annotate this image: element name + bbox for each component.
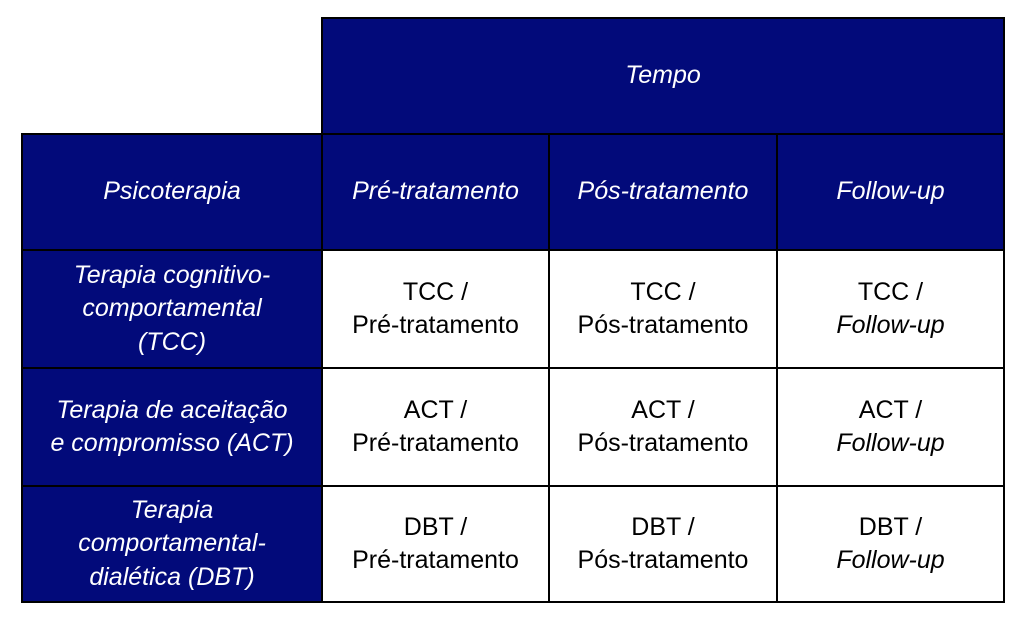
cell-tcc-pos <box>549 250 777 368</box>
cell-abbr: TCC / <box>857 277 924 306</box>
cell-phase: Follow-up <box>836 311 945 339</box>
cell-phase: Follow-up <box>836 429 945 457</box>
row-header-line: Terapia cognitivo- <box>73 261 271 290</box>
cell-abbr: ACT / <box>631 395 695 424</box>
cell-tcc-follow-up <box>777 250 1004 368</box>
header-tempo-label: Tempo <box>625 61 701 90</box>
cell-abbr: TCC / <box>402 277 469 306</box>
header-tempo <box>322 18 1004 134</box>
row-header-line: Terapia de aceitação <box>56 395 288 424</box>
grid-line <box>548 133 550 603</box>
grid-line <box>321 133 323 603</box>
grid-line <box>321 17 1005 19</box>
column-header-follow-up <box>777 134 1004 250</box>
cell-abbr: DBT / <box>631 512 695 541</box>
cell-phase: Follow-up <box>836 546 945 574</box>
cell-phase: Pré-tratamento <box>352 311 519 339</box>
grid-line <box>21 249 1005 251</box>
cell-dbt-follow-up <box>777 486 1004 602</box>
row-header-dbt <box>22 486 322 602</box>
row-header-line: (TCC) <box>137 327 207 356</box>
row-header-line: Terapia <box>130 496 214 525</box>
header-psicoterapia-label: Psicoterapia <box>103 177 241 206</box>
cell-abbr: ACT / <box>858 395 923 424</box>
cell-phase: Pré-tratamento <box>352 429 519 457</box>
cell-phase: Pós-tratamento <box>577 311 749 339</box>
column-header-label: Pós-tratamento <box>577 177 749 206</box>
column-header-pos <box>549 134 777 250</box>
cell-abbr: DBT / <box>403 512 468 541</box>
cell-phase: Pós-tratamento <box>577 429 749 457</box>
grid-line <box>321 17 323 135</box>
cell-abbr: DBT / <box>858 512 923 541</box>
column-header-label: Follow-up <box>836 177 945 206</box>
column-header-label: Pré-tratamento <box>352 177 519 206</box>
cell-abbr: ACT / <box>403 395 468 424</box>
cell-dbt-pre <box>322 486 549 602</box>
cell-tcc-pre <box>322 250 549 368</box>
cell-abbr: TCC / <box>630 277 696 306</box>
row-header-line: comportamental <box>82 294 262 323</box>
cell-phase: Pós-tratamento <box>577 546 749 574</box>
grid-line <box>776 133 778 603</box>
grid-line <box>21 133 1005 135</box>
column-header-pre <box>322 134 549 250</box>
header-psicoterapia <box>22 134 322 250</box>
cell-act-pre <box>322 368 549 486</box>
cell-act-follow-up <box>777 368 1004 486</box>
cell-dbt-pos <box>549 486 777 602</box>
grid-line <box>21 485 1005 487</box>
row-header-line: comportamental- <box>78 529 266 558</box>
row-header-tcc <box>22 250 322 368</box>
grid-line <box>21 601 1005 603</box>
row-header-line: dialética (DBT) <box>89 562 255 591</box>
cell-act-pos <box>549 368 777 486</box>
grid-line <box>1003 17 1005 603</box>
cell-phase: Pré-tratamento <box>352 546 519 574</box>
row-header-act <box>22 368 322 486</box>
row-header-line: e compromisso (ACT) <box>50 429 294 457</box>
grid-line <box>21 367 1005 369</box>
